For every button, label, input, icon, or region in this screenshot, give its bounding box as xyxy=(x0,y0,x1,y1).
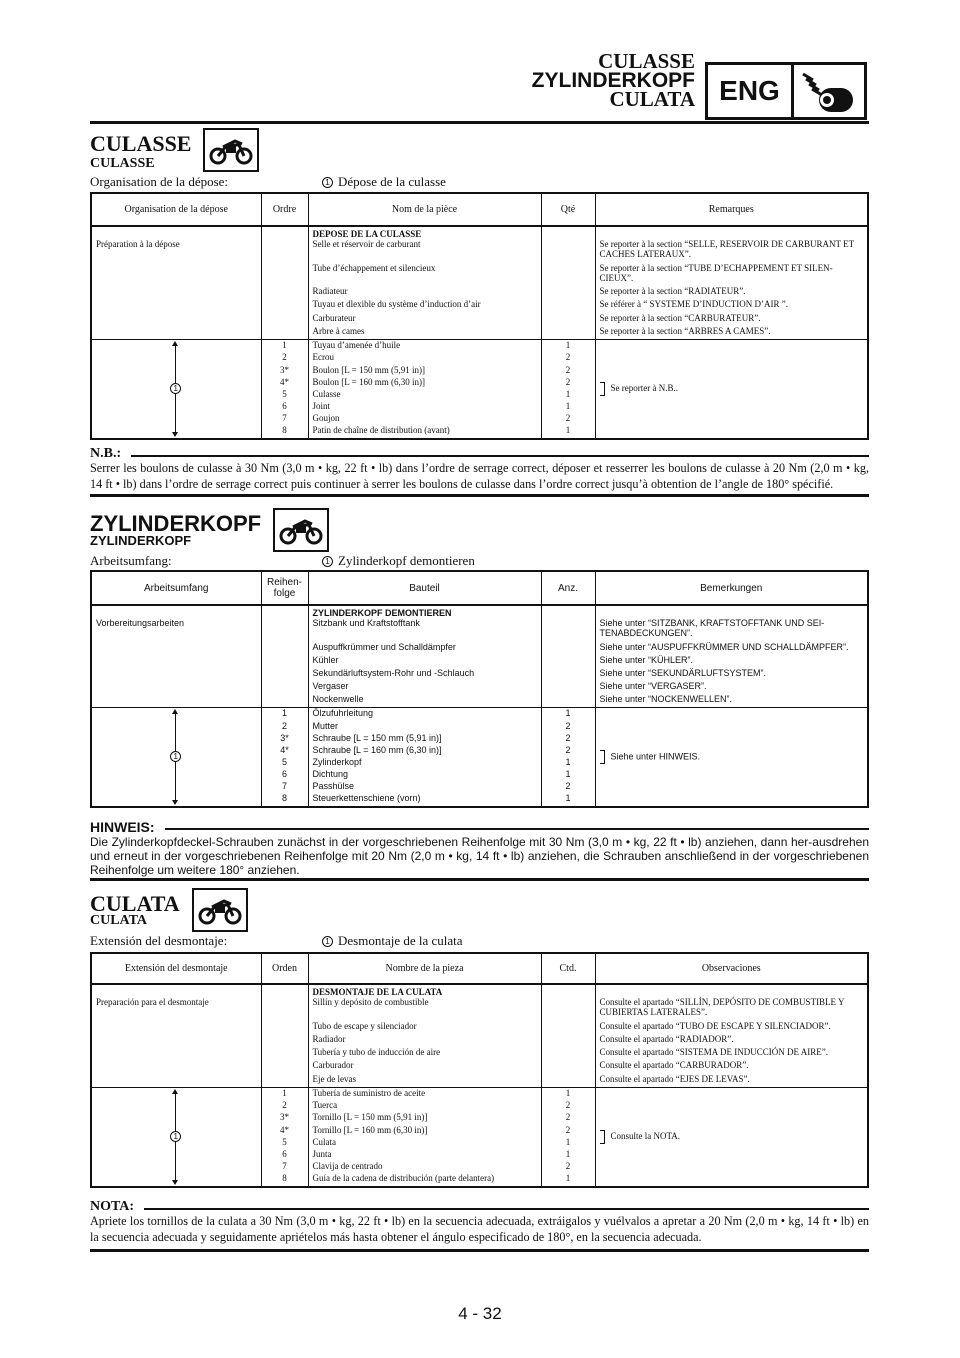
bracket-icon xyxy=(600,1130,605,1144)
order-number: 4* xyxy=(261,1125,308,1137)
part-name: Eje de levas xyxy=(308,1074,541,1088)
table-row xyxy=(91,263,868,286)
quantity: 1 xyxy=(541,1087,595,1100)
engine-spring-icon xyxy=(794,65,864,117)
table-heading: DEPOSE DE LA CULASSE xyxy=(308,226,541,239)
remark: Se reporter à la section “ARBRES A CAMES”. xyxy=(595,326,868,340)
section-subtitle: CULASSE xyxy=(90,156,155,171)
job-number-circle: 1 xyxy=(170,383,181,394)
part-name: Tubería de suministro de aceite xyxy=(308,1087,541,1100)
table-row xyxy=(91,984,868,997)
table-heading: DESMONTAJE DE LA CULATA xyxy=(308,984,541,997)
table-row xyxy=(91,226,868,239)
remark: Se reporter à la section “CARBURATEUR”. xyxy=(595,313,868,326)
quantity: 2 xyxy=(541,781,595,793)
table-header-row xyxy=(91,193,868,226)
part-name: Zylinderkopf xyxy=(308,757,541,769)
table-row xyxy=(91,655,868,668)
order-number: 5 xyxy=(261,389,308,401)
part-name: Steuerkettenschiene (vorn) xyxy=(308,793,541,807)
remark: Se reporter à la section “SELLE, RESERVOIR DE CARBURANT ET CACHES LATERAUX”. xyxy=(595,239,868,262)
quantity: 2 xyxy=(541,1161,595,1173)
job-range-cell xyxy=(91,340,261,439)
column-header: Ctd. xyxy=(541,953,595,984)
table-row xyxy=(91,1074,868,1088)
quantity: 2 xyxy=(541,1112,595,1124)
bracket-icon xyxy=(600,382,605,396)
quantity: 1 xyxy=(541,389,595,401)
quantity: 2 xyxy=(541,1100,595,1112)
table-row xyxy=(91,239,868,262)
order-number: 6 xyxy=(261,769,308,781)
removal-table xyxy=(90,952,869,1188)
part-name: Vergaser xyxy=(308,681,541,694)
section-rule xyxy=(90,1249,869,1252)
column-header: Orden xyxy=(261,953,308,984)
table-row xyxy=(91,313,868,326)
remark: Consulte el apartado “EJES DE LEVAS”. xyxy=(595,1074,868,1088)
prep-label: Preparación para el desmontaje xyxy=(91,997,261,1020)
header-rule xyxy=(90,121,869,124)
part-name: Schraube [L = 150 mm (5,91 in)] xyxy=(308,733,541,745)
page-number: 4 - 32 xyxy=(458,1304,502,1323)
remark: Siehe unter “KÜHLER”. xyxy=(595,655,868,668)
page-header-titles xyxy=(531,49,695,111)
order-number: 7 xyxy=(261,781,308,793)
section-subtitle: CULATA xyxy=(90,913,148,928)
note-title: HINWEIS: xyxy=(90,819,155,835)
note-text: Die Zylinderkopfdeckel-Schrauben zunächst in der vorgeschriebenen Reihenfolge mit 30 Nm (3,0 m • kg, 22 ft • lb) anziehen, dann her-ausdrehen und erneut in der vorgeschriebenen Reihenfolge mit 20 Nm (2,0 m • kg, 14 ft • lb) anziehen, die Schrauben anschließend in der vorgeschriebenen Reihenfolge um weitere 180° anziehen. xyxy=(90,835,869,877)
table-row xyxy=(91,642,868,655)
remark: Consulte el apartado “SILLÍN, DEPÓSITO DE COMBUSTIBLE Y CUBIERTAS LATERALES”. xyxy=(595,997,868,1020)
quantity: 2 xyxy=(541,733,595,745)
remark: Consulte el apartado “CARBURADOR”. xyxy=(595,1060,868,1073)
parts-remark-cell xyxy=(595,340,868,439)
part-name: Carburador xyxy=(308,1060,541,1073)
remark: Siehe unter “NOCKENWELLEN”. xyxy=(595,694,868,708)
chapter-label: ENG xyxy=(708,65,794,117)
motorcycle-icon xyxy=(273,508,329,552)
table-row xyxy=(91,708,868,721)
table-row xyxy=(91,605,868,618)
part-name: Dichtung xyxy=(308,769,541,781)
section-rule xyxy=(90,494,869,497)
job-number-circle: 1 xyxy=(170,1131,181,1142)
part-name: Culata xyxy=(308,1137,541,1149)
quantity: 1 xyxy=(541,425,595,439)
job-scope xyxy=(90,553,870,569)
order-number: 8 xyxy=(261,425,308,439)
remark: Siehe unter “SEKUNDÄRLUFTSYSTEM”. xyxy=(595,668,868,681)
order-number: 1 xyxy=(261,340,308,353)
order-number: 8 xyxy=(261,1173,308,1187)
section-rule xyxy=(90,878,869,881)
column-header: Organisation de la dépose xyxy=(91,193,261,226)
remark: Consulte el apartado “TUBO DE ESCAPE Y SILENCIADOR”. xyxy=(595,1021,868,1034)
table-row xyxy=(91,1060,868,1073)
note-title: N.B.: xyxy=(90,446,122,461)
part-name: Boulon [L = 150 mm (5,91 in)] xyxy=(308,365,541,377)
order-number: 4* xyxy=(261,377,308,389)
part-name: Kühler xyxy=(308,655,541,668)
scope-label: Arbeitsumfang: xyxy=(90,553,172,568)
quantity: 1 xyxy=(541,340,595,353)
remark: Se reporter à la section “TUBE D’ECHAPPEMENT ET SILEN-CIEUX”. xyxy=(595,263,868,286)
table-row xyxy=(91,694,868,708)
quantity: 1 xyxy=(541,1149,595,1161)
quantity: 1 xyxy=(541,708,595,721)
job-scope xyxy=(90,174,870,190)
header-title-fr: CULASSE xyxy=(598,49,695,73)
quantity: 2 xyxy=(541,377,595,389)
part-name: Carburateur xyxy=(308,313,541,326)
column-header: Reihen-folge xyxy=(261,571,308,605)
section-title: CULATA xyxy=(90,891,180,916)
table-row xyxy=(91,340,868,353)
part-name: Clavija de centrado xyxy=(308,1161,541,1173)
quantity: 2 xyxy=(541,1125,595,1137)
part-name: Tubería y tubo de inducción de aire xyxy=(308,1047,541,1060)
remark: Se reporter à la section “RADIATEUR”. xyxy=(595,286,868,299)
part-name: Radiateur xyxy=(308,286,541,299)
table-header-row xyxy=(91,571,868,605)
note-text: Apriete los tornillos de la culata a 30 Nm (3,0 m • kg, 22 ft • lb) en la secuencia adecuada, extráigalos y vuélvalos a apretar a 20 Nm (2,0 m • kg, 14 ft • lb) en la secuencia adecuada y seguidamente apriételos más hasta obtener el ángulo especificado de 180°, en la secuencia adecuada. xyxy=(90,1214,869,1244)
motorcycle-icon xyxy=(203,128,259,172)
parts-remark-cell xyxy=(595,708,868,807)
scope-label: Organisation de la dépose: xyxy=(90,174,229,189)
remark: Consulte el apartado “SISTEMA DE INDUCCIÓN DE AIRE”. xyxy=(595,1047,868,1060)
part-name: Auspuffkrümmer und Schalldämpfer xyxy=(308,642,541,655)
quantity: 1 xyxy=(541,401,595,413)
order-number: 5 xyxy=(261,1137,308,1149)
table-row xyxy=(91,681,868,694)
order-number: 8 xyxy=(261,793,308,807)
job-number-circle: 1 xyxy=(170,751,181,762)
part-name: Ecrou xyxy=(308,352,541,364)
table-header-row xyxy=(91,953,868,984)
table-row xyxy=(91,618,868,641)
quantity: 1 xyxy=(541,769,595,781)
motorcycle-icon xyxy=(192,888,248,932)
part-name: Tornillo [L = 150 mm (5,91 in)] xyxy=(308,1112,541,1124)
part-name: Ölzufuhrleitung xyxy=(308,708,541,721)
order-number: 2 xyxy=(261,1100,308,1112)
prep-label: Préparation à la dépose xyxy=(91,239,261,262)
order-number: 2 xyxy=(261,352,308,364)
table-row xyxy=(91,668,868,681)
table-row xyxy=(91,286,868,299)
range-arrow-icon xyxy=(166,341,186,437)
part-name: Sitzbank und Kraftstofftank xyxy=(308,618,541,641)
quantity: 1 xyxy=(541,1137,595,1149)
prep-label: Vorbereitungsarbeiten xyxy=(91,618,261,641)
quantity: 2 xyxy=(541,365,595,377)
quantity: 2 xyxy=(541,413,595,425)
part-name: Tuerca xyxy=(308,1100,541,1112)
column-header: Anz. xyxy=(541,571,595,605)
quantity: 2 xyxy=(541,745,595,757)
table-row xyxy=(91,1034,868,1047)
part-name: Boulon [L = 160 mm (6,30 in)] xyxy=(308,377,541,389)
quantity: 1 xyxy=(541,1173,595,1187)
column-header: Nom de la pièce xyxy=(308,193,541,226)
table-row xyxy=(91,326,868,340)
part-name: Guía de la cadena de distribución (parte delantera) xyxy=(308,1173,541,1187)
removal-table xyxy=(90,570,869,808)
column-header: Bauteil xyxy=(308,571,541,605)
remark: Siehe unter “AUSPUFFKRÜMMER UND SCHALLDÄMPFER”. xyxy=(595,642,868,655)
range-arrow-icon xyxy=(166,1089,186,1185)
section-subtitle: ZYLINDERKOPF xyxy=(90,533,192,548)
part-name: Junta xyxy=(308,1149,541,1161)
column-header: Arbeitsumfang xyxy=(91,571,261,605)
job-name: Dépose de la culasse xyxy=(338,174,446,189)
part-name: Tuyau et dlexible du système d’induction d’air xyxy=(308,299,541,312)
column-header: Qté xyxy=(541,193,595,226)
column-header: Observaciones xyxy=(595,953,868,984)
table-heading: ZYLINDERKOPF DEMONTIEREN xyxy=(308,605,541,618)
table-row xyxy=(91,1087,868,1100)
parts-remark-cell xyxy=(595,1087,868,1187)
column-header: Nombre de la pieza xyxy=(308,953,541,984)
range-arrow-icon xyxy=(166,709,186,805)
job-range-cell xyxy=(91,708,261,807)
part-name: Culasse xyxy=(308,389,541,401)
order-number: 3* xyxy=(261,733,308,745)
column-header: Bemerkungen xyxy=(595,571,868,605)
part-name: Sillín y depósito de combustible xyxy=(308,997,541,1020)
order-number: 6 xyxy=(261,1149,308,1161)
section-title: ZYLINDERKOPF xyxy=(90,511,262,536)
remark: Siehe unter “VERGASER”. xyxy=(595,681,868,694)
order-number: 1 xyxy=(261,708,308,721)
order-number: 3* xyxy=(261,365,308,377)
remark: Consulte el apartado “RADIADOR”. xyxy=(595,1034,868,1047)
column-header: Extensión del desmontaje xyxy=(91,953,261,984)
job-name: Desmontaje de la culata xyxy=(338,933,463,948)
part-name: Selle et réservoir de carburant xyxy=(308,239,541,262)
parts-remark: Siehe unter HINWEIS. xyxy=(610,751,701,762)
note-title: NOTA: xyxy=(90,1199,135,1214)
part-name: Arbre à cames xyxy=(308,326,541,340)
note-text: Serrer les boulons de culasse à 30 Nm (3,0 m • kg, 22 ft • lb) dans l’ordre de serrage correct, déposer et resserrer les boulons de culasse à 20 Nm (2,0 m • kg, 14 ft • lb) dans l’ordre de serrage correct puis continuer à serrer les boulons de culasse dans l’ordre correct jusqu’à obtention de l’angle de 180° spécifié. xyxy=(90,461,869,491)
table-row xyxy=(91,997,868,1020)
table-row xyxy=(91,299,868,312)
part-name: Mutter xyxy=(308,721,541,733)
part-name: Schraube [L = 160 mm (6,30 in)] xyxy=(308,745,541,757)
quantity: 2 xyxy=(541,352,595,364)
part-name: Tuyau d’amenée d’huile xyxy=(308,340,541,353)
job-number-circle: 1 xyxy=(322,177,333,188)
order-number: 3* xyxy=(261,1112,308,1124)
section-title: CULASSE xyxy=(90,131,192,156)
job-number-circle: 1 xyxy=(322,556,333,567)
job-scope xyxy=(90,933,870,949)
part-name: Patin de chaîne de distribution (avant) xyxy=(308,425,541,439)
column-header: Remarques xyxy=(595,193,868,226)
table-row xyxy=(91,1021,868,1034)
part-name: Tube d’échappement et silencieux xyxy=(308,263,541,286)
column-header: Ordre xyxy=(261,193,308,226)
header-title-es: CULATA xyxy=(609,87,695,111)
quantity: 2 xyxy=(541,721,595,733)
remark: Se référer à “ SYSTEME D’INDUCTION D’AIR ”. xyxy=(595,299,868,312)
parts-remark: Se reporter à N.B.. xyxy=(610,383,678,394)
part-name: Nockenwelle xyxy=(308,694,541,708)
order-number: 4* xyxy=(261,745,308,757)
table-row xyxy=(91,1047,868,1060)
order-number: 6 xyxy=(261,401,308,413)
chapter-badge xyxy=(705,62,867,120)
note-heading xyxy=(90,819,869,835)
part-name: Goujon xyxy=(308,413,541,425)
order-number: 7 xyxy=(261,1161,308,1173)
job-range-cell xyxy=(91,1087,261,1187)
order-number: 5 xyxy=(261,757,308,769)
scope-label: Extensión del desmontaje: xyxy=(90,933,228,948)
part-name: Tornillo [L = 160 mm (6,30 in)] xyxy=(308,1125,541,1137)
order-number: 7 xyxy=(261,413,308,425)
remark: Siehe unter “SITZBANK, KRAFTSTOFFTANK UND SEI-TENABDECKUNGEN”. xyxy=(595,618,868,641)
removal-table xyxy=(90,192,869,440)
part-name: Passhülse xyxy=(308,781,541,793)
bracket-icon xyxy=(600,750,605,764)
job-name: Zylinderkopf demontieren xyxy=(338,553,475,568)
order-number: 2 xyxy=(261,721,308,733)
part-name: Radiador xyxy=(308,1034,541,1047)
header-title-de: ZYLINDERKOPF xyxy=(531,69,695,92)
part-name: Tubo de escape y silenciador xyxy=(308,1021,541,1034)
parts-remark: Consulte la NOTA. xyxy=(610,1131,681,1142)
job-number-circle: 1 xyxy=(322,936,333,947)
quantity: 1 xyxy=(541,757,595,769)
order-number: 1 xyxy=(261,1087,308,1100)
quantity: 1 xyxy=(541,793,595,807)
part-name: Sekundärluftsystem-Rohr und -Schlauch xyxy=(308,668,541,681)
part-name: Joint xyxy=(308,401,541,413)
